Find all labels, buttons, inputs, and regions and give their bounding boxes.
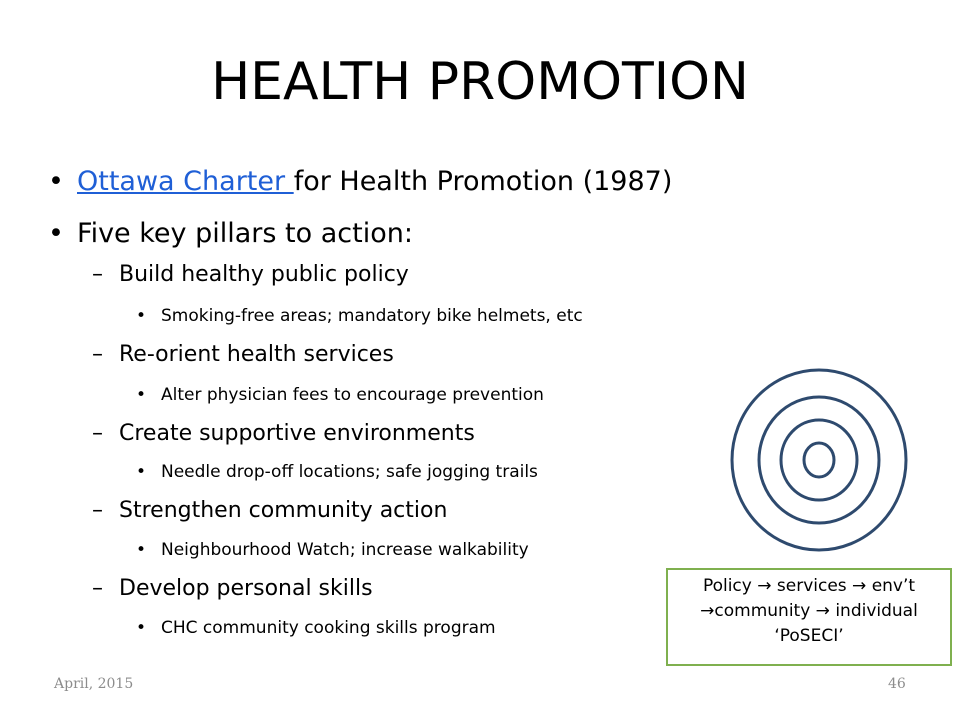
pillar-label: Strengthen community action [119,498,448,523]
pillar-label: Create supportive environments [119,421,475,446]
five-pillars-text: Five key pillars to action: [77,218,413,249]
page-number: 46 [888,676,906,692]
bullet-dot: • [48,166,64,197]
concentric-circles-icon [730,368,910,562]
ottawa-charter-link[interactable]: Ottawa Charter [77,166,294,197]
pillar-example-text: Smoking-free areas; mandatory bike helmets, etc [161,306,583,326]
footer-date: April, 2015 [54,676,134,692]
slide-title: HEALTH PROMOTION [211,52,749,112]
callout-line-3: ‘PoSECI’ [774,626,844,646]
pillar-example-text: Neighbourhood Watch; increase walkability [161,540,529,560]
callout-line-1: Policy → services → env’t [702,576,916,596]
callout-line-2: →community → individual [700,601,918,621]
ottawa-charter-rest-text: for Health Promotion (1987) [293,166,673,197]
poseci-callout-box [666,568,952,666]
pillar-example-text: CHC community cooking skills program [161,618,496,638]
pillar-label: Build healthy public policy [119,262,409,287]
pillar-example-text: Alter physician fees to encourage prevention [161,385,544,405]
pillar-example-text: Needle drop-off locations; safe jogging trails [161,462,538,482]
bullet-dot: • [48,218,64,249]
pillar-label: Develop personal skills [119,576,373,601]
pillar-label: Re-orient health services [119,342,394,367]
